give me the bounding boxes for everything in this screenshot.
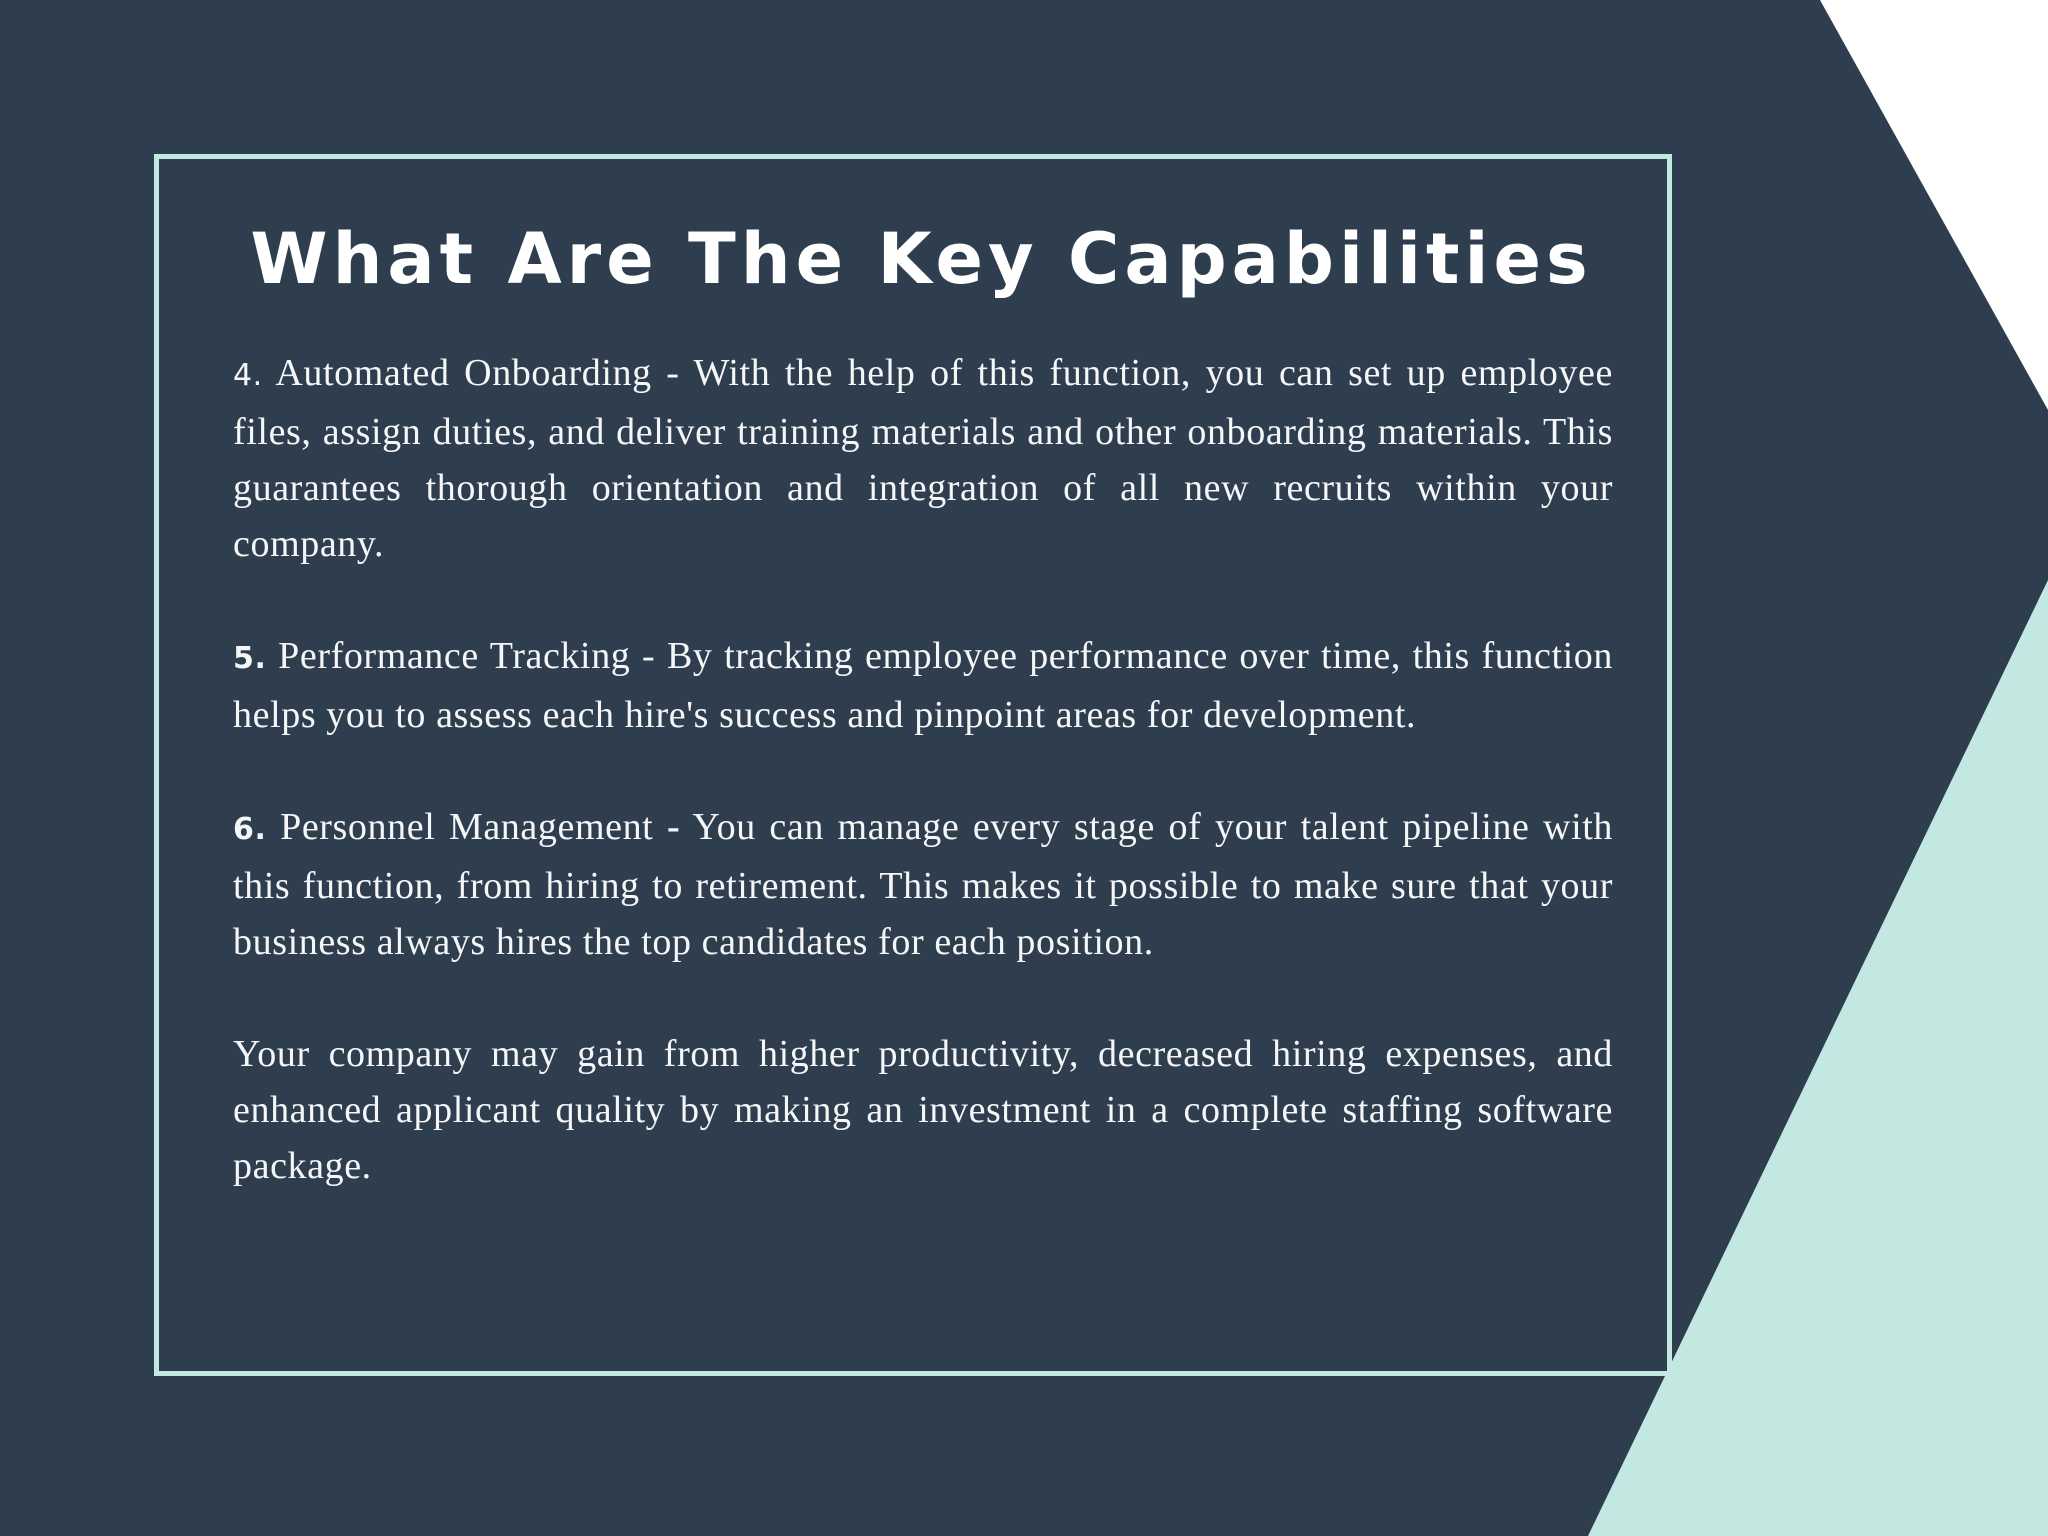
conclusion-paragraph: Your company may gain from higher productivity, decreased hiring expenses, and enhanced applicant quality by making an investment in a complete staffing software package. xyxy=(233,1033,1613,1187)
item-separator: - xyxy=(666,352,680,394)
item-separator: - xyxy=(666,806,681,848)
capability-item-automated-onboarding xyxy=(233,345,1613,572)
item-number: 4. xyxy=(233,358,263,393)
capability-item-performance-tracking xyxy=(233,628,1613,743)
content-body xyxy=(233,345,1613,1250)
capability-item-personnel-management xyxy=(233,799,1613,970)
item-number: 5. xyxy=(233,641,267,676)
item-body: By tracking employee performance over time, this function helps you to assess each hire's success and pinpoint areas for development. xyxy=(233,635,1613,736)
item-separator: - xyxy=(642,635,656,677)
page-title: What Are The Key Capabilities xyxy=(250,218,1593,300)
item-number: 6. xyxy=(233,812,267,847)
item-heading: Performance Tracking xyxy=(278,635,631,677)
corner-white-shape xyxy=(1820,0,2048,410)
item-heading: Personnel Management xyxy=(280,806,654,848)
item-body: With the help of this function, you can set up employee files, assign duties, and deliver training materials and other onboarding materials. This guarantees thorough orientation and integration of all new recruits within your company. xyxy=(233,352,1613,565)
item-heading: Automated Onboarding xyxy=(275,352,652,394)
item-body: You can manage every stage of your talent pipeline with this function, from hiring to retirement. This makes it possible to make sure that your business always hires the top candidates for each position. xyxy=(233,806,1614,963)
